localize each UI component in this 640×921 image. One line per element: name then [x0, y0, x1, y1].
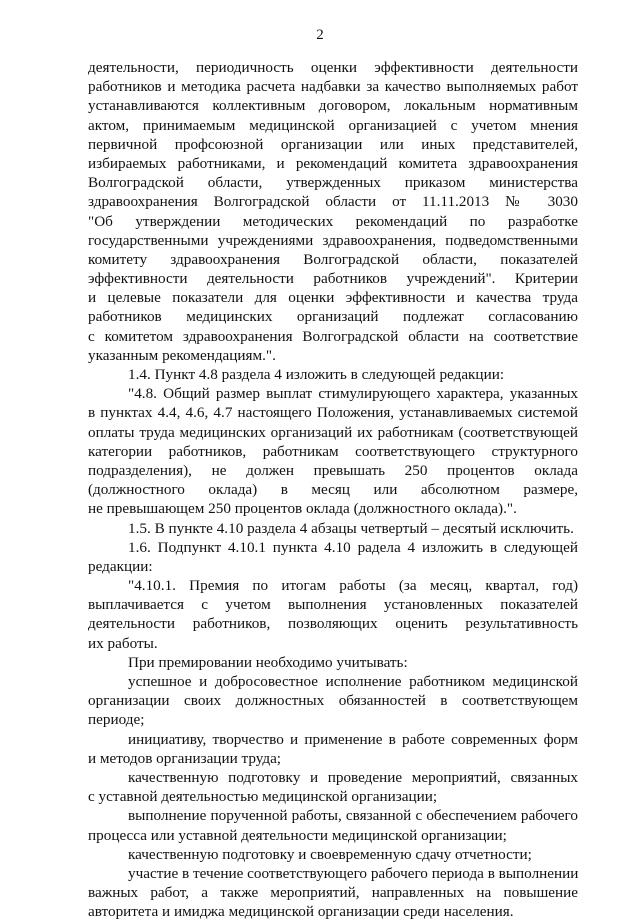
page-number: 2 [316, 27, 324, 43]
text-line: государственными учреждениями здравоохранения, подведомственными [88, 231, 578, 249]
text-line: успешное и добросовестное исполнение работником медицинской [128, 673, 578, 690]
paragraph [88, 384, 578, 518]
text-line: (должностного оклада) в месяц или абсолютном размере, [88, 481, 578, 499]
paragraph [88, 806, 578, 844]
text-line: актом, принимаемым медицинской организацией с учетом мнения [88, 116, 578, 134]
paragraph [88, 58, 578, 365]
paragraph [88, 576, 578, 653]
text-line: деятельности работников, позволяющих оценить результативность [88, 615, 578, 633]
text-line: Волгоградской области, утвержденных приказом министерства [88, 174, 578, 192]
text-line: и методов организации труда; [88, 749, 282, 767]
paragraph [88, 519, 578, 538]
text-line: с комитетом здравоохранения Волгоградской области на соответствие [88, 327, 578, 345]
text-line: категории работников, работникам соответствующего структурного [88, 442, 578, 460]
text-line: "Об утверждении методических рекомендаций по разработке [88, 212, 578, 230]
paragraph [88, 730, 578, 768]
text-line: с уставной деятельностью медицинской организации; [88, 788, 438, 806]
text-line: качественную подготовку и проведение мероприятий, связанных [128, 768, 578, 786]
text-line: не превышающем 250 процентов оклада (должностного оклада).". [88, 500, 517, 518]
text-line: 1.4. Пункт 4.8 раздела 4 изложить в следующей редакции: [128, 366, 505, 383]
text-line: здравоохранения Волгоградской области от 11.11.2013 № 3030 [88, 193, 578, 211]
paragraph [88, 653, 578, 672]
text-line: работников и методика расчета надбавки за качество выполняемых работ [88, 78, 578, 96]
text-line: "4.10.1. Премия по итогам работы (за месяц, квартал, год) [128, 577, 578, 595]
text-line: указанным рекомендациям.". [88, 346, 276, 364]
text-line: первичной профсоюзной организации или иных представителей, [88, 135, 578, 153]
text-line: редакции: [88, 557, 153, 575]
text-line: оплаты труда медицинских организаций их работникам (соответствующей [88, 423, 578, 441]
text-line: эффективности деятельности работников учреждений". Критерии [88, 270, 578, 288]
text-line: избираемых работниками, и рекомендаций комитета здравоохранения [88, 154, 578, 172]
text-line: качественную подготовку и своевременную сдачу отчетности; [128, 845, 532, 863]
paragraph [88, 538, 578, 576]
paragraph [88, 864, 578, 921]
paragraph [88, 365, 578, 384]
text-line: "4.8. Общий размер выплат стимулирующего характера, указанных [128, 385, 578, 403]
text-line: организации своих должностных обязанностей в соответствующем [88, 692, 578, 710]
text-line: участие в течение соответствующего рабочего периода в выполнении [128, 864, 578, 882]
text-line: деятельности, периодичность оценки эффективности деятельности [88, 59, 578, 76]
text-line: их работы. [88, 634, 158, 652]
paragraph [88, 845, 578, 864]
paragraph [88, 672, 578, 730]
document-body [88, 58, 578, 921]
text-line: выполнение порученной работы, связанной с обеспечением рабочего [128, 807, 578, 825]
text-line: устанавливаются коллективным договором, локальным нормативным [88, 97, 578, 115]
text-line: работников медицинских организаций подлежат согласованию [88, 308, 578, 326]
text-line: комитету здравоохранения Волгоградской области, показателей [88, 250, 578, 268]
text-line: и целевые показатели для оценки эффективности и качества труда [88, 289, 578, 307]
paragraph [88, 768, 578, 806]
text-line: важных работ, а также мероприятий, направленных на повышение [88, 884, 578, 902]
text-line: инициативу, творчество и применение в работе современных форм [128, 730, 578, 748]
text-line: в пунктах 4.4, 4.6, 4.7 настоящего Положения, устанавливаемых системой [88, 404, 578, 422]
text-line: авторитета и имиджа медицинской организации среди населения. [88, 903, 514, 921]
text-line: процесса или уставной деятельности медицинской организации; [88, 826, 507, 844]
text-line: 1.5. В пункте 4.10 раздела 4 абзацы четвертый – десятый исключить. [128, 519, 574, 537]
text-line: выплачивается с учетом выполнения установленных показателей [88, 596, 578, 614]
text-line: 1.6. Подпункт 4.10.1 пункта 4.10 радела 4 изложить в следующей [128, 538, 578, 556]
text-line: периоде; [88, 711, 145, 729]
text-line: При премировании необходимо учитывать: [128, 653, 408, 671]
text-line: подразделения), не должен превышать 250 процентов оклада [88, 461, 578, 479]
